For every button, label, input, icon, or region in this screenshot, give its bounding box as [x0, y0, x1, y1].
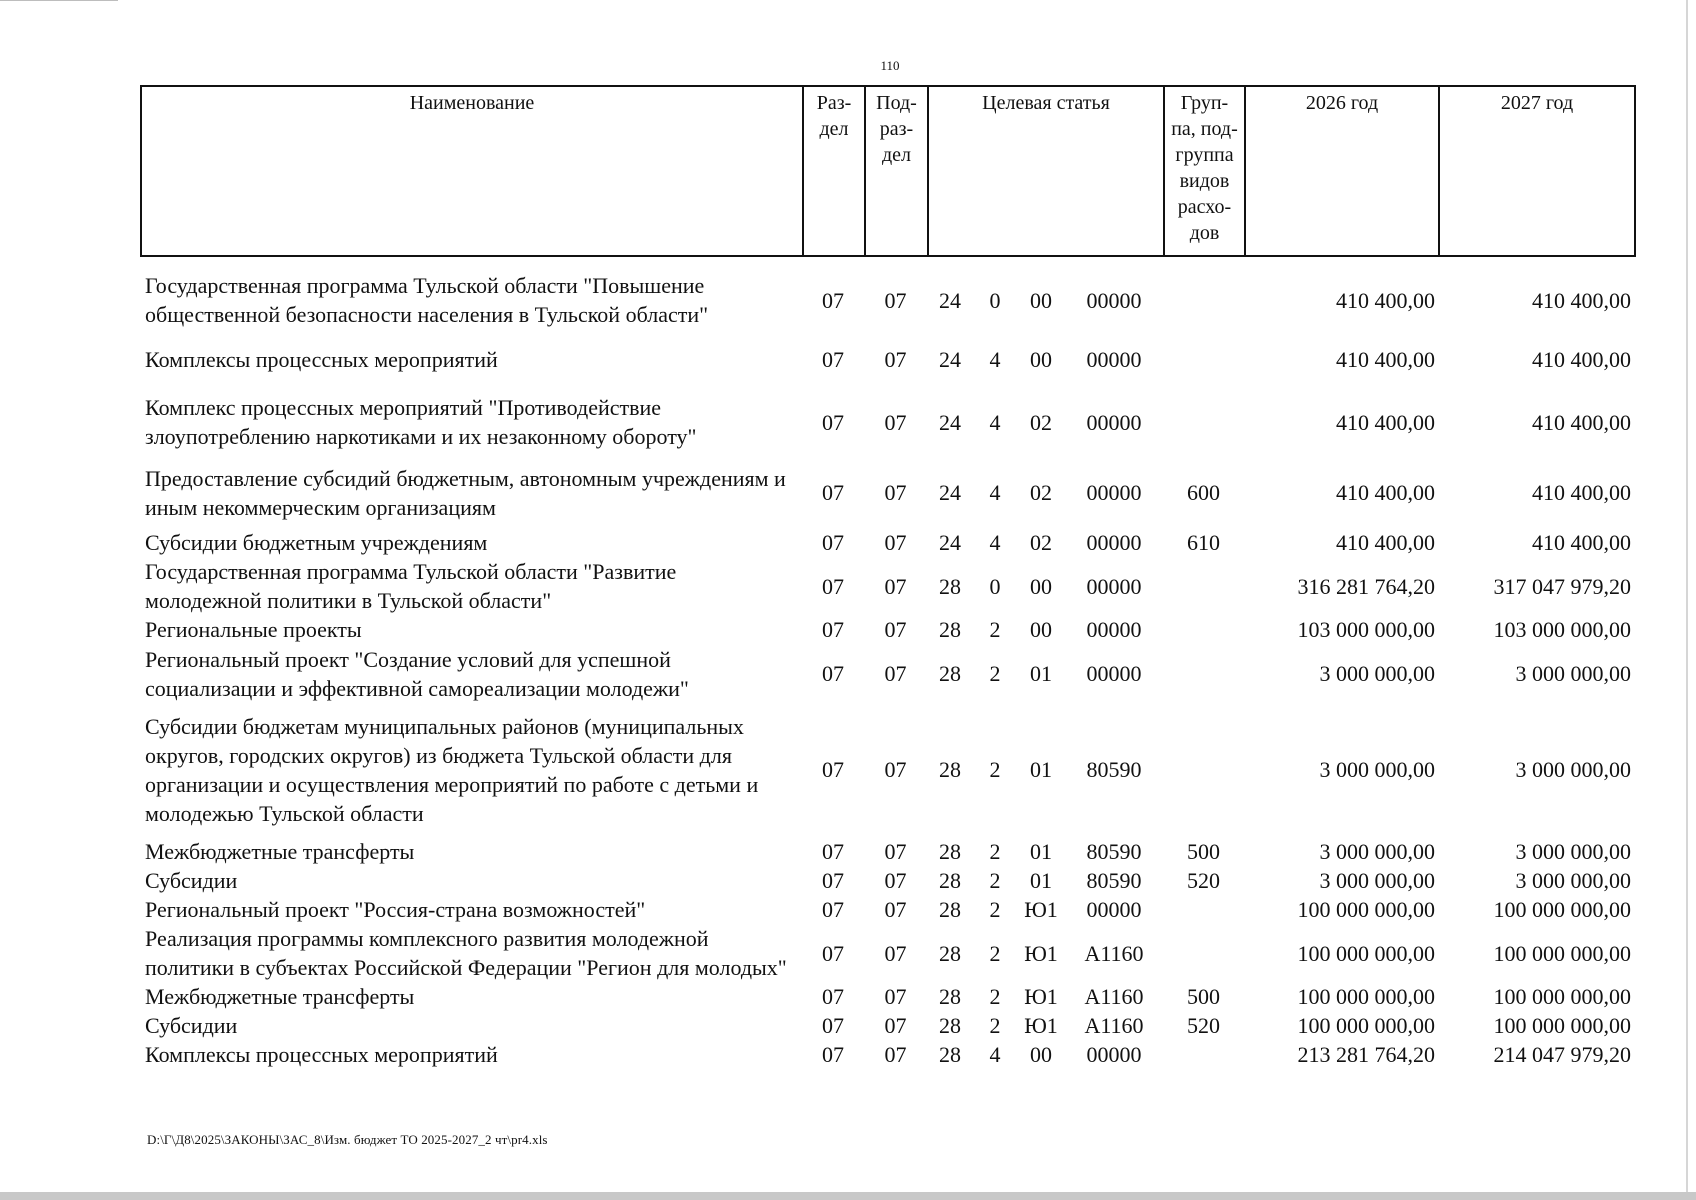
cell-t1: 28: [939, 617, 961, 642]
cell-t2: 2: [989, 1013, 1001, 1038]
cell-t2: 4: [989, 409, 1001, 435]
cell-y2027: 3 000 000,00: [1515, 868, 1631, 893]
cell-t3: 01: [1030, 838, 1052, 864]
cell-t1: 28: [939, 838, 961, 864]
cell-y2026: 410 400,00: [1336, 530, 1435, 555]
budget-table: [140, 269, 1634, 1069]
cell-t3: Ю1: [1024, 1013, 1058, 1038]
table-row: [140, 387, 1634, 457]
cell-t2: 0: [989, 287, 1001, 313]
file-path-footer: D:\Г\Д8\2025\ЗАКОНЫ\ЗАС_8\Изм. бюджет ТО 2025-2027_2 чт\pr4.xls: [147, 1132, 548, 1147]
cell-razdel: 07: [822, 661, 844, 686]
cell-t4: 80590: [1086, 757, 1142, 782]
cell-t4: 00000: [1086, 480, 1142, 505]
cell-t3: Ю1: [1024, 984, 1058, 1009]
table-row: [140, 1011, 1634, 1040]
table-row: [140, 644, 1634, 703]
cell-t4: 00000: [1086, 897, 1142, 922]
cell-razdel: 07: [822, 287, 844, 313]
cell-group: [1163, 269, 1244, 331]
scan-edge-right: [1686, 0, 1688, 1192]
table-row: [140, 457, 1634, 528]
cell-y2027: 410 400,00: [1532, 287, 1631, 313]
cell-t2: 4: [989, 480, 1001, 505]
cell-y2026: 410 400,00: [1336, 480, 1435, 505]
cell-podrazdel: 07: [884, 617, 907, 642]
cell-group: [1163, 703, 1244, 836]
cell-razdel: 07: [822, 346, 844, 372]
cell-name: Предоставление субсидий бюджетным, автономным учреждениям и иным некоммерческим организациям: [145, 465, 786, 520]
cell-t4: 00000: [1086, 573, 1142, 599]
cell-y2026: 213 281 764,20: [1297, 1042, 1435, 1067]
header-podrazdel: Под- раз- дел: [865, 86, 928, 256]
cell-y2026: 410 400,00: [1336, 409, 1435, 435]
cell-y2026: 410 400,00: [1336, 346, 1435, 372]
cell-group: 500: [1187, 984, 1220, 1009]
cell-name: Региональный проект "Россия-страна возможностей": [145, 897, 646, 922]
cell-t2: 2: [989, 868, 1001, 893]
cell-t2: 2: [989, 984, 1001, 1009]
cell-y2026: 410 400,00: [1336, 287, 1435, 313]
cell-name: Комплексы процессных мероприятий: [145, 346, 498, 372]
cell-t3: 00: [1030, 1042, 1052, 1067]
cell-y2027: 3 000 000,00: [1515, 757, 1631, 782]
cell-t4: 00000: [1086, 530, 1142, 555]
cell-t4: 00000: [1086, 617, 1142, 642]
cell-t1: 24: [939, 287, 961, 313]
cell-y2027: 410 400,00: [1532, 480, 1631, 505]
cell-podrazdel: 07: [884, 1013, 907, 1038]
cell-t4: 00000: [1086, 1042, 1142, 1067]
cell-y2027: 100 000 000,00: [1493, 984, 1631, 1009]
page-number: 110: [880, 58, 900, 73]
cell-y2026: 3 000 000,00: [1319, 661, 1435, 686]
cell-name: Субсидии: [145, 1013, 238, 1038]
cell-y2026: 316 281 764,20: [1297, 573, 1435, 599]
table-row: [140, 557, 1634, 615]
cell-name: Субсидии бюджетным учреждениям: [145, 530, 488, 555]
cell-name: Реализация программы комплексного развития молодежной политики в субъектах Российской Федерации "Регион для молодых": [145, 926, 787, 980]
cell-t3: Ю1: [1024, 897, 1058, 922]
cell-t2: 4: [989, 346, 1001, 372]
cell-y2026: 100 000 000,00: [1297, 984, 1435, 1009]
cell-t3: 01: [1030, 757, 1052, 782]
cell-t1: 24: [939, 530, 961, 555]
cell-t4: А1160: [1084, 1013, 1144, 1038]
table-row: [140, 982, 1634, 1011]
header-name: Наименование: [141, 86, 803, 256]
table-row: [140, 866, 1634, 895]
cell-group: [1163, 387, 1244, 457]
cell-y2027: 317 047 979,20: [1493, 573, 1631, 599]
cell-t2: 2: [989, 940, 1001, 966]
cell-razdel: 07: [822, 838, 844, 864]
cell-group: 500: [1187, 838, 1220, 864]
cell-t4: 80590: [1086, 838, 1142, 864]
header-expense-group: Груп- па, под- группа видов расхо- дов: [1164, 86, 1245, 256]
cell-y2026: 103 000 000,00: [1297, 617, 1435, 642]
cell-y2026: 3 000 000,00: [1319, 868, 1435, 893]
header-razdel: Раз- дел: [803, 86, 865, 256]
cell-group: [1163, 557, 1244, 615]
cell-podrazdel: 07: [884, 1042, 907, 1067]
cell-group: 520: [1187, 868, 1220, 893]
cell-t3: 00: [1030, 617, 1052, 642]
cell-razdel: 07: [822, 940, 844, 966]
cell-y2026: 100 000 000,00: [1297, 940, 1435, 966]
cell-t1: 28: [939, 1042, 961, 1067]
cell-podrazdel: 07: [884, 480, 907, 505]
cell-razdel: 07: [822, 897, 844, 922]
cell-group: 520: [1187, 1013, 1220, 1038]
cell-podrazdel: 07: [884, 573, 907, 599]
cell-t1: 24: [939, 346, 961, 372]
cell-group: [1163, 1040, 1244, 1069]
cell-podrazdel: 07: [884, 409, 907, 435]
cell-t2: 2: [989, 838, 1001, 864]
cell-podrazdel: 07: [884, 287, 907, 313]
cell-t2: 2: [989, 757, 1001, 782]
cell-y2027: 410 400,00: [1532, 346, 1631, 372]
cell-podrazdel: 07: [884, 661, 907, 686]
cell-name: Региональный проект "Создание условий для успешной социализации и эффективной самореализации молодежи": [145, 646, 689, 701]
scan-edge-bottom: [0, 1192, 1696, 1200]
cell-podrazdel: 07: [884, 984, 907, 1009]
cell-group: [1163, 331, 1244, 387]
cell-razdel: 07: [822, 1042, 844, 1067]
cell-name: Субсидии: [145, 868, 238, 893]
cell-razdel: 07: [822, 868, 844, 893]
cell-podrazdel: 07: [884, 346, 907, 372]
cell-name: Межбюджетные трансферты: [145, 838, 415, 864]
scan-edge-top: [0, 0, 118, 1]
cell-y2026: 3 000 000,00: [1319, 838, 1435, 864]
table-row: [140, 836, 1634, 866]
cell-t1: 28: [939, 661, 961, 686]
cell-t2: 2: [989, 897, 1001, 922]
cell-t3: 02: [1030, 409, 1052, 435]
cell-t4: 80590: [1086, 868, 1142, 893]
cell-group: [1163, 644, 1244, 703]
table-row: [140, 331, 1634, 387]
cell-t4: 00000: [1086, 346, 1142, 372]
cell-t3: 00: [1030, 346, 1052, 372]
cell-t4: 00000: [1086, 287, 1142, 313]
cell-podrazdel: 07: [884, 940, 907, 966]
table-row: [140, 895, 1634, 924]
cell-t1: 28: [939, 984, 961, 1009]
cell-podrazdel: 07: [884, 757, 907, 782]
cell-group: [1163, 895, 1244, 924]
cell-t2: 2: [989, 617, 1001, 642]
cell-group: 600: [1187, 480, 1220, 505]
cell-name: Государственная программа Тульской области "Повышение общественной безопасности населения в Тульской области": [145, 273, 709, 327]
cell-t3: 02: [1030, 480, 1052, 505]
cell-name: Межбюджетные трансферты: [145, 984, 415, 1009]
cell-t2: 4: [989, 530, 1001, 555]
cell-y2027: 100 000 000,00: [1493, 1013, 1631, 1038]
cell-t1: 24: [939, 480, 961, 505]
table-row: [140, 1040, 1634, 1069]
cell-t4: А1160: [1084, 940, 1144, 966]
cell-y2026: 3 000 000,00: [1319, 757, 1435, 782]
cell-t2: 2: [989, 661, 1001, 686]
table-header: [140, 85, 1636, 257]
table-row: [140, 269, 1634, 331]
cell-t4: 00000: [1086, 409, 1142, 435]
cell-t1: 28: [939, 1013, 961, 1038]
cell-razdel: 07: [822, 573, 844, 599]
cell-t4: А1160: [1084, 984, 1144, 1009]
cell-razdel: 07: [822, 757, 844, 782]
cell-t1: 28: [939, 897, 961, 922]
table-row: [140, 703, 1634, 836]
cell-podrazdel: 07: [884, 838, 907, 864]
header-2026: 2026 год: [1245, 86, 1439, 256]
cell-t3: 01: [1030, 868, 1052, 893]
cell-t3: 00: [1030, 573, 1052, 599]
cell-t1: 28: [939, 868, 961, 893]
cell-y2026: 100 000 000,00: [1297, 1013, 1435, 1038]
cell-t1: 24: [939, 409, 961, 435]
cell-t2: 0: [989, 573, 1001, 599]
cell-y2027: 410 400,00: [1532, 409, 1631, 435]
cell-t3: Ю1: [1024, 940, 1058, 966]
table-row: [140, 528, 1634, 557]
header-target-article: Целевая статья: [928, 86, 1164, 256]
cell-group: 610: [1187, 530, 1220, 555]
cell-y2027: 100 000 000,00: [1493, 940, 1631, 966]
cell-y2027: 3 000 000,00: [1515, 838, 1631, 864]
cell-razdel: 07: [822, 409, 844, 435]
cell-t1: 28: [939, 757, 961, 782]
cell-y2027: 3 000 000,00: [1515, 661, 1631, 686]
table-row: [140, 924, 1634, 982]
cell-razdel: 07: [822, 1013, 844, 1038]
cell-t2: 4: [989, 1042, 1001, 1067]
cell-podrazdel: 07: [884, 530, 907, 555]
cell-y2026: 100 000 000,00: [1297, 897, 1435, 922]
cell-t3: 01: [1030, 661, 1052, 686]
cell-podrazdel: 07: [884, 868, 907, 893]
cell-t4: 00000: [1086, 661, 1142, 686]
cell-name: Субсидии бюджетам муниципальных районов (муниципальных округов, городских округов) из бюджета Тульской области для организации и осуществления мероприятий по работе с детьми и молодежью Тульской области: [145, 713, 759, 826]
cell-podrazdel: 07: [884, 897, 907, 922]
cell-y2027: 214 047 979,20: [1493, 1042, 1631, 1067]
cell-group: [1163, 615, 1244, 644]
cell-t3: 00: [1030, 287, 1052, 313]
header-2027: 2027 год: [1439, 86, 1635, 256]
cell-name: Государственная программа Тульской области "Развитие молодежной политики в Тульской области": [145, 559, 677, 613]
cell-y2027: 410 400,00: [1532, 530, 1631, 555]
cell-name: Региональные проекты: [145, 617, 362, 642]
cell-razdel: 07: [822, 984, 844, 1009]
cell-y2027: 100 000 000,00: [1493, 897, 1631, 922]
cell-razdel: 07: [822, 530, 844, 555]
cell-t1: 28: [939, 573, 961, 599]
table-row: [140, 615, 1634, 644]
cell-group: [1163, 924, 1244, 982]
cell-razdel: 07: [822, 480, 844, 505]
cell-y2027: 103 000 000,00: [1493, 617, 1631, 642]
cell-razdel: 07: [822, 617, 844, 642]
cell-t1: 28: [939, 940, 961, 966]
cell-name: Комплекс процессных мероприятий "Противодействие злоупотреблению наркотиками и их незаконному обороту": [145, 395, 697, 449]
cell-t3: 02: [1030, 530, 1052, 555]
cell-name: Комплексы процессных мероприятий: [145, 1042, 498, 1067]
